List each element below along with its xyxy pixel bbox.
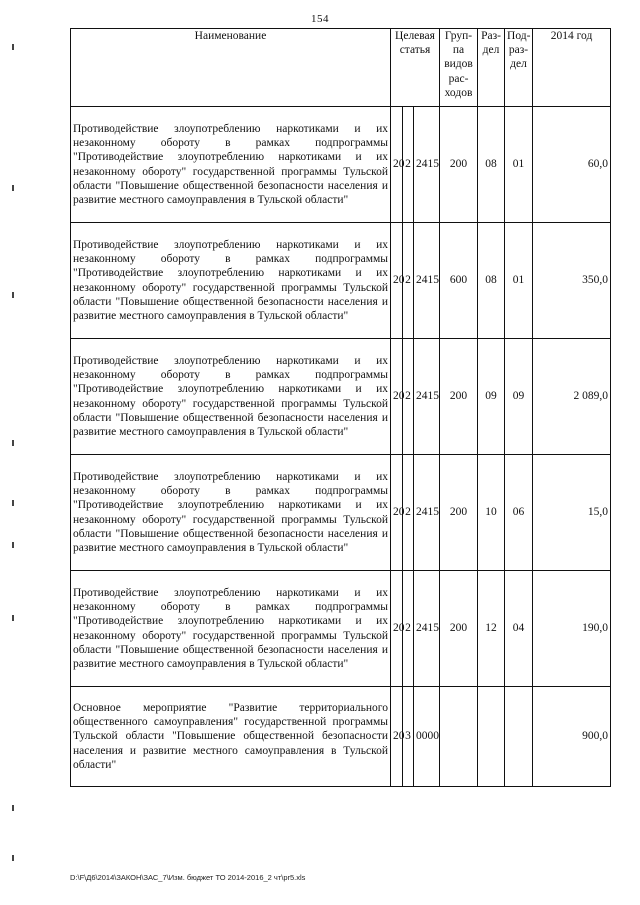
- row-section: 09: [478, 339, 505, 455]
- row-code-program: 20: [391, 223, 403, 339]
- header-name: Наименование: [71, 29, 391, 107]
- row-code-direction: 2415: [414, 223, 440, 339]
- row-subsection: [505, 687, 533, 787]
- row-code-direction: 2415: [414, 455, 440, 571]
- row-expense-group: [440, 687, 478, 787]
- row-expense-group: 200: [440, 571, 478, 687]
- row-name: Основное мероприятие "Развитие территориального общественного самоуправления" государственной программы Тульской области "Повышение общественной безопасности населения и развитие местного самоуправления в Тульской области": [71, 687, 391, 787]
- row-code-subprogram: 2: [403, 223, 414, 339]
- table-row: [71, 455, 611, 571]
- row-code-direction: 2415: [414, 571, 440, 687]
- row-code-program: 20: [391, 571, 403, 687]
- row-code-direction: 2415: [414, 339, 440, 455]
- row-code-direction: 2415: [414, 107, 440, 223]
- table-row: [71, 687, 611, 787]
- row-amount: 15,0: [533, 455, 611, 571]
- row-section: [478, 687, 505, 787]
- row-code-program: 20: [391, 107, 403, 223]
- row-subsection: 01: [505, 107, 533, 223]
- header-target-article: Целевая статья: [391, 29, 440, 107]
- table-row: [71, 339, 611, 455]
- row-amount: 60,0: [533, 107, 611, 223]
- row-section: 08: [478, 107, 505, 223]
- row-amount: 900,0: [533, 687, 611, 787]
- row-code-subprogram: 2: [403, 107, 414, 223]
- header-section: Раз- дел: [478, 29, 505, 107]
- row-code-program: 20: [391, 687, 403, 787]
- header-year: 2014 год: [533, 29, 611, 107]
- header-subsection: Под- раз- дел: [505, 29, 533, 107]
- row-name: Противодействие злоупотреблению наркотиками и их незаконному обороту в рамках подпрограммы "Противодействие злоупотреблению наркотиками и их незаконному обороту" государственной программы Тульской области "Повышение общественной безопасности населения и развитие местного самоуправления в Тульской области": [71, 223, 391, 339]
- row-amount: 190,0: [533, 571, 611, 687]
- row-code-program: 20: [391, 455, 403, 571]
- table-row: [71, 223, 611, 339]
- row-name: Противодействие злоупотреблению наркотиками и их незаконному обороту в рамках подпрограммы "Противодействие злоупотреблению наркотиками и их незаконному обороту" государственной программы Тульской области "Повышение общественной безопасности населения и развитие местного самоуправления в Тульской области": [71, 107, 391, 223]
- row-subsection: 01: [505, 223, 533, 339]
- row-name: Противодействие злоупотреблению наркотиками и их незаконному обороту в рамках подпрограммы "Противодействие злоупотреблению наркотиками и их незаконному обороту" государственной программы Тульской области "Повышение общественной безопасности населения и развитие местного самоуправления в Тульской области": [71, 571, 391, 687]
- header-expense-group: Груп- па видов рас- ходов: [440, 29, 478, 107]
- row-code-program: 20: [391, 339, 403, 455]
- row-section: 08: [478, 223, 505, 339]
- page-number: 154: [311, 13, 329, 25]
- row-amount: 2 089,0: [533, 339, 611, 455]
- row-expense-group: 200: [440, 107, 478, 223]
- row-code-subprogram: 2: [403, 455, 414, 571]
- row-code-subprogram: 3: [403, 687, 414, 787]
- row-section: 10: [478, 455, 505, 571]
- row-subsection: 06: [505, 455, 533, 571]
- row-subsection: 04: [505, 571, 533, 687]
- row-subsection: 09: [505, 339, 533, 455]
- row-code-subprogram: 2: [403, 571, 414, 687]
- row-code-direction: 0000: [414, 687, 440, 787]
- row-code-subprogram: 2: [403, 339, 414, 455]
- budget-table: [70, 28, 611, 787]
- table-row: [71, 571, 611, 687]
- file-path-footer: D:\F\Д6\2014\ЗАКОН\ЗАС_7\Изм. бюджет ТО 2014-2016_2 чт\pr5.xls: [70, 873, 306, 882]
- row-amount: 350,0: [533, 223, 611, 339]
- row-expense-group: 200: [440, 455, 478, 571]
- row-expense-group: 200: [440, 339, 478, 455]
- row-name: Противодействие злоупотреблению наркотиками и их незаконному обороту в рамках подпрограммы "Противодействие злоупотреблению наркотиками и их незаконному обороту" государственной программы Тульской области "Повышение общественной безопасности населения и развитие местного самоуправления в Тульской области": [71, 339, 391, 455]
- binding-margin-marks: [12, 30, 18, 850]
- row-section: 12: [478, 571, 505, 687]
- row-expense-group: 600: [440, 223, 478, 339]
- table-row: [71, 107, 611, 223]
- table-header-row: [71, 29, 611, 107]
- row-name: Противодействие злоупотреблению наркотиками и их незаконному обороту в рамках подпрограммы "Противодействие злоупотреблению наркотиками и их незаконному обороту" государственной программы Тульской области "Повышение общественной безопасности населения и развитие местного самоуправления в Тульской области": [71, 455, 391, 571]
